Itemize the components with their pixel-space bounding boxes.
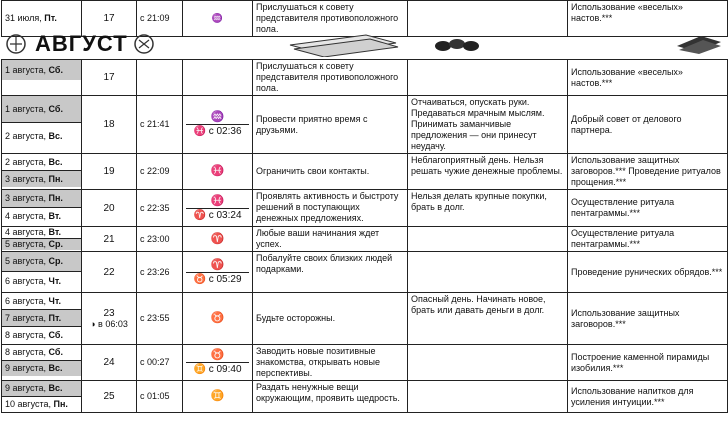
magic-cell: Использование защитных заговоров.*** Проведение ритуалов прощения.*** xyxy=(568,154,728,190)
warning-cell xyxy=(408,60,568,96)
zodiac-sign-entry: ♓ xyxy=(210,194,225,207)
date-cell xyxy=(2,190,82,227)
date-label: 7 августа, Пт. xyxy=(2,309,81,326)
date-label: 6 августа, Чт. xyxy=(5,296,61,306)
zodiac-sign-entry: ♓ с 02:36 xyxy=(186,124,249,138)
coins-icon xyxy=(433,34,483,54)
table-row xyxy=(2,252,728,293)
advice-cell: Провести приятно время с друзьями. xyxy=(253,96,408,154)
moon-time: с 21:09 xyxy=(137,1,183,37)
zodiac-ornament-icon xyxy=(3,32,29,56)
magic-cell: Использование напитков для усиления интуиции.*** xyxy=(568,381,728,413)
date-label: 2 августа, Вс. xyxy=(2,122,81,149)
magic-cell: Построение каменной пирамиды изобилия.*** xyxy=(568,345,728,381)
date-label: 1 августа, Сб. xyxy=(2,96,81,122)
date-cell xyxy=(2,96,82,154)
date-cell xyxy=(2,60,82,96)
warning-cell: Опасный день. Начинать новое, брать или давать деньги в долг. xyxy=(408,293,568,345)
moon-time: с 21:41 xyxy=(137,96,183,154)
date-label: 31 июля, Пт. xyxy=(5,13,57,23)
warning-cell xyxy=(408,227,568,252)
advice-cell: Прислушаться к совету представителя противоположного пола. xyxy=(253,1,408,37)
magic-cell: Использование защитных заговоров.*** xyxy=(568,293,728,345)
magic-cell: Использование «веселых» настов.*** xyxy=(568,1,728,37)
warning-cell xyxy=(408,381,568,413)
lunar-day: 17 xyxy=(82,1,137,37)
date-label: 10 августа, Пн. xyxy=(2,396,81,412)
advice-cell: Будьте осторожны. xyxy=(253,293,408,345)
date-cell xyxy=(2,154,82,190)
date-label: 2 августа, Вс. xyxy=(5,157,63,167)
zodiac-sign-entry: ♈ xyxy=(210,232,225,245)
table-row xyxy=(2,154,728,190)
zodiac-sign xyxy=(183,96,253,154)
lunar-day: 19 xyxy=(82,154,137,190)
moon-time: с 22:35 xyxy=(137,190,183,227)
banknotes-icon xyxy=(286,31,401,57)
date-label: 5 августа, Ср. xyxy=(2,252,81,271)
month-header xyxy=(1,29,727,57)
lunar-day: 18 xyxy=(82,96,137,154)
advice-cell: Раздать ненужные вещи окружающим, проявить щедрость. xyxy=(253,381,408,413)
lunar-day: 25 xyxy=(82,381,137,413)
date-label: 6 августа, Чт. xyxy=(2,271,81,291)
warning-cell: Нельзя делать крупные покупки, брать в долг. xyxy=(408,190,568,227)
wallet-icon xyxy=(673,32,725,56)
table-row xyxy=(2,293,728,345)
date-cell xyxy=(2,252,82,293)
lunar-day: 24 xyxy=(82,345,137,381)
date-cell xyxy=(2,293,82,345)
zodiac-sign-entry: ♉ xyxy=(210,349,225,361)
date-cell xyxy=(2,227,82,252)
magic-cell: Проведение рунических обрядов.*** xyxy=(568,252,728,293)
table-row xyxy=(2,381,728,413)
moon-time: с 01:05 xyxy=(137,381,183,413)
moon-time: с 00:27 xyxy=(137,345,183,381)
date-label: 4 августа, Вт. xyxy=(5,227,62,237)
zodiac-sign-entry: ♈ xyxy=(210,258,225,271)
warning-cell xyxy=(408,252,568,293)
zodiac-sign-entry: ♉ xyxy=(210,312,225,324)
zodiac-sign-entry: ♉ с 05:29 xyxy=(186,272,249,286)
august-table xyxy=(1,59,728,413)
moon-time: с 23:55 xyxy=(137,293,183,345)
magic-cell: Осуществление ритуала пентаграммы.*** xyxy=(568,227,728,252)
lunar-day: 21 xyxy=(82,227,137,252)
date-label: 4 августа, Вт. xyxy=(2,207,81,225)
advice-cell: Любые ваши начинания ждет успех. xyxy=(253,227,408,252)
magic-cell: Добрый совет от делового партнера. xyxy=(568,96,728,154)
date-label: 5 августа, Ср. xyxy=(2,238,81,250)
lunar-day: 22 xyxy=(82,252,137,293)
date-label: 3 августа, Пн. xyxy=(2,190,81,207)
zodiac-sign xyxy=(183,381,253,413)
moon-time: с 23:00 xyxy=(137,227,183,252)
date-label: 3 августа, Пн. xyxy=(2,170,81,187)
zodiac-sign-entry: ♊ xyxy=(210,390,225,402)
date-label: 8 августа, Сб. xyxy=(2,326,81,343)
warning-cell: Отчаиваться, опускать руки. Предаваться мрачным мыслям. Принимать заманчивые предложения — они принесут неудачу. xyxy=(408,96,568,154)
advice-cell: Проявлять активность и быстроту решений в поступающих денежных предложениях. xyxy=(253,190,408,227)
date-cell xyxy=(2,345,82,381)
zodiac-sign: ♒ xyxy=(183,1,253,37)
zodiac-sign xyxy=(183,154,253,190)
table-row xyxy=(2,190,728,227)
table-row xyxy=(2,345,728,381)
moon-time: с 23:26 xyxy=(137,252,183,293)
lunar-day: 17 xyxy=(82,60,137,96)
date-cell xyxy=(2,381,82,413)
date-label: 9 августа, Вс. xyxy=(2,381,81,396)
warning-cell xyxy=(408,345,568,381)
moon-time xyxy=(137,60,183,96)
advice-cell: Заводить новые позитивные знакомства, открывать новые перспективы. xyxy=(253,345,408,381)
zodiac-sign xyxy=(183,60,253,96)
zodiac-sign xyxy=(183,293,253,345)
moon-time: с 22:09 xyxy=(137,154,183,190)
table-row xyxy=(2,227,728,252)
moon-phase: ◑ в 06:03 xyxy=(90,318,128,329)
warning-cell: Неблагоприятный день. Нельзя решать чужие денежные проблемы. xyxy=(408,154,568,190)
zodiac-sign-entry: ♒ xyxy=(210,111,225,123)
lunar-day: 23 ◑ в 06:03 xyxy=(82,293,137,345)
zodiac-sign xyxy=(183,345,253,381)
lunar-day: 20 xyxy=(82,190,137,227)
zodiac-sign-entry: ♊ с 09:40 xyxy=(186,362,249,376)
table-row xyxy=(2,96,728,154)
table-row xyxy=(2,60,728,96)
advice-cell: Ограничить свои контакты. xyxy=(253,154,408,190)
zodiac-sign-entry: ♓ xyxy=(210,165,225,177)
zodiac-ornament-icon xyxy=(131,32,157,56)
date-label: 8 августа, Сб. xyxy=(5,347,63,357)
zodiac-sign xyxy=(183,252,253,293)
zodiac-sign-entry: ♈ с 03:24 xyxy=(186,208,249,222)
advice-cell: Прислушаться к совету представителя противоположного пола. xyxy=(253,60,408,96)
month-title: АВГУСТ xyxy=(35,31,128,56)
magic-cell: Осуществление ритуала пентаграммы.*** xyxy=(568,190,728,227)
magic-cell: Использование «веселых» настов.*** xyxy=(568,60,728,96)
advice-cell: Побалуйте своих близких людей подарками. xyxy=(253,252,408,293)
zodiac-sign xyxy=(183,190,253,227)
date-label: 1 августа, Сб. xyxy=(2,60,81,80)
zodiac-sign xyxy=(183,227,253,252)
date-label: 9 августа, Вс. xyxy=(2,360,81,376)
